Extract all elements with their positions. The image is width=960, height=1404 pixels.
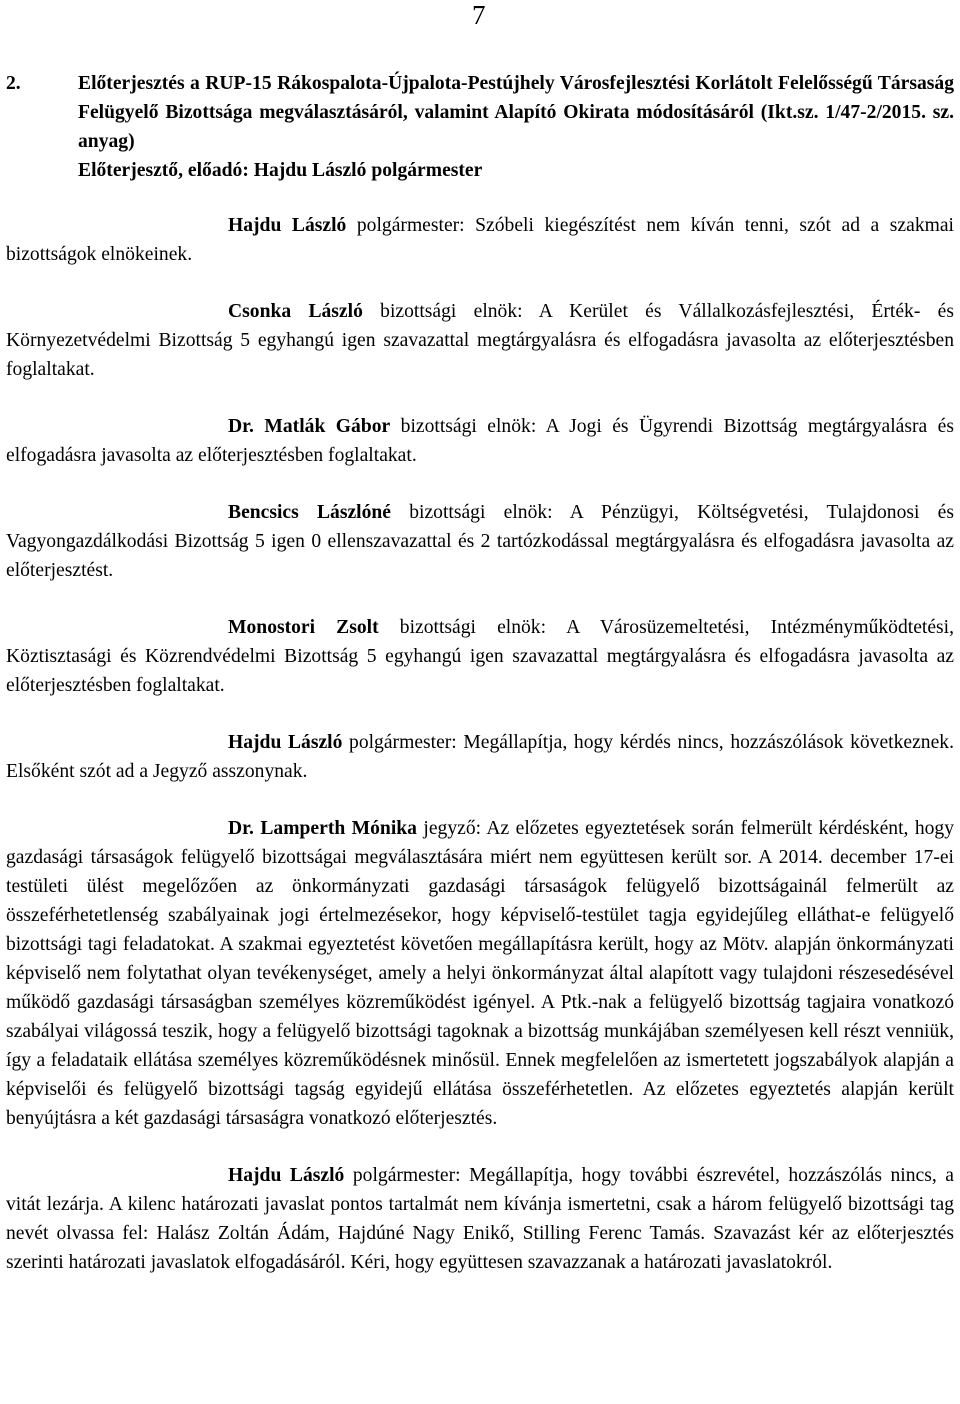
agenda-body xyxy=(78,69,954,185)
speaker-name: Hajdu László xyxy=(228,732,343,753)
speech-paragraph xyxy=(6,613,954,700)
speech-paragraph xyxy=(6,498,954,585)
speech-text: polgármester: Szóbeli kiegészítést nem kíván tenni, szót ad a szakmai bizottságok elnökeinek. xyxy=(6,215,955,265)
speaker-name: Bencsics Lászlóné xyxy=(228,502,391,523)
speaker-name: Hajdu László xyxy=(228,215,347,236)
speaker-name: Dr. Lamperth Mónika xyxy=(228,818,417,839)
speaker-name: Csonka László xyxy=(228,301,363,322)
speech-text: polgármester: Megállapítja, hogy további észrevétel, hozzászólás nincs, a vitát lezárja. A kilenc határozati javaslat pontos tartalmát nem kívánja ismertetni, csak a három felügyelő bizottsági tag nevét olvassa fel: Halász Zoltán Ádám, Hajdúné Nagy Enikő, Stilling Ferenc Tamás. Szavazást kér az előterjesztés szerinti határozati javaslatok elfogadásáról. Kéri, hogy együttesen szavazzanak a határozati javaslatokról. xyxy=(6,1165,954,1273)
speech-paragraph xyxy=(6,412,954,470)
speaker-name: Dr. Matlák Gábor xyxy=(228,416,391,437)
speech-paragraph xyxy=(6,211,954,269)
agenda-title: Előterjesztés a RUP-15 Rákospalota-Újpalota-Pestújhely Városfejlesztési Korlátolt Felelősségű Társaság Felügyelő Bizottsága megválasztásáról, valamint Alapító Okirata módosításáról (Ikt.sz. 1/47-2/2015. sz. anyag) xyxy=(78,73,954,152)
speech-paragraph xyxy=(6,814,954,1133)
speech-text: bizottsági elnök: A Városüzemeltetési, Intézményműködtetési, Köztisztasági és Közrendvédelmi Bizottság 5 egyhangú igen szavazattal megtárgyalásra és elfogadásra javasolta az előterjesztésben foglaltakat. xyxy=(6,617,954,696)
agenda-presenter: Előterjesztő, előadó: Hajdu László polgármester xyxy=(78,160,483,181)
speaker-name: Monostori Zsolt xyxy=(228,617,379,638)
speech-text: bizottsági elnök: A Jogi és Ügyrendi Bizottság megtárgyalásra és elfogadásra javasolta az előterjesztésben foglaltakat. xyxy=(6,416,954,466)
speech-paragraph xyxy=(6,728,954,786)
speech-text: jegyző: Az előzetes egyeztetések során felmerült kérdésként, hogy gazdasági társaságok felügyelő bizottságai megválasztására miért nem együttesen került sor. A 2014. december 17-ei testületi ülést megelőzően az önkormányzati gazdasági társaságok felügyelő bizottságainál felmerült az összeférhetetlenség szabályainak jogi értelmezésekor, hogy képviselő-testület tagja egyidejűleg elláthat-e felügyelő bizottsági tagi feladatokat. A szakmai egyeztetést követően megállapításra került, hogy az Mötv. alapján önkormányzati képviselő nem folytathat olyan tevékenységet, amely a helyi önkormányzat által alapított vagy tulajdoni részesedésével működő gazdasági társaságban személyes közreműködést igényel. A Ptk.-nak a felügyelő bizottság tagjaira vonatkozó szabályai világossá teszik, hogy a felügyelő bizottsági tagoknak a bizottság munkájában személyesen kell részt venniük, így a feladataik ellátása személyes közreműködésnek minősül. Ennek megfelelően az ismertetett jogszabályok alapján a képviselői és felügyelő bizottsági tagság egyidejű ellátása összeférhetetlen. Az előzetes egyeztetés alapján került benyújtásra a két gazdasági társaságra vonatkozó előterjesztés. xyxy=(6,818,955,1129)
agenda-item xyxy=(6,69,954,185)
agenda-number: 2. xyxy=(6,73,21,94)
speech-text: polgármester: Megállapítja, hogy kérdés nincs, hozzászólások következnek. Elsőként szót ad a Jegyző asszonynak. xyxy=(6,732,954,782)
speech-text: bizottsági elnök: A Pénzügyi, Költségvetési, Tulajdonosi és Vagyongazdálkodási Bizottság 5 igen 0 ellenszavazattal és 2 tartózkodással megtárgyalásra és elfogadásra javasolta az előterjesztést. xyxy=(6,502,954,581)
document-body xyxy=(6,69,954,1277)
page-number: 7 xyxy=(472,0,486,30)
speaker-name: Hajdu László xyxy=(228,1165,345,1186)
speech-paragraph xyxy=(6,297,954,384)
speech-text: bizottsági elnök: A Kerület és Vállalkozásfejlesztési, Érték- és Környezetvédelmi Bizottság 5 egyhangú igen szavazattal megtárgyalásra és elfogadásra javasolta az előterjesztésben foglaltakat. xyxy=(6,301,954,380)
speech-paragraph xyxy=(6,1161,954,1277)
